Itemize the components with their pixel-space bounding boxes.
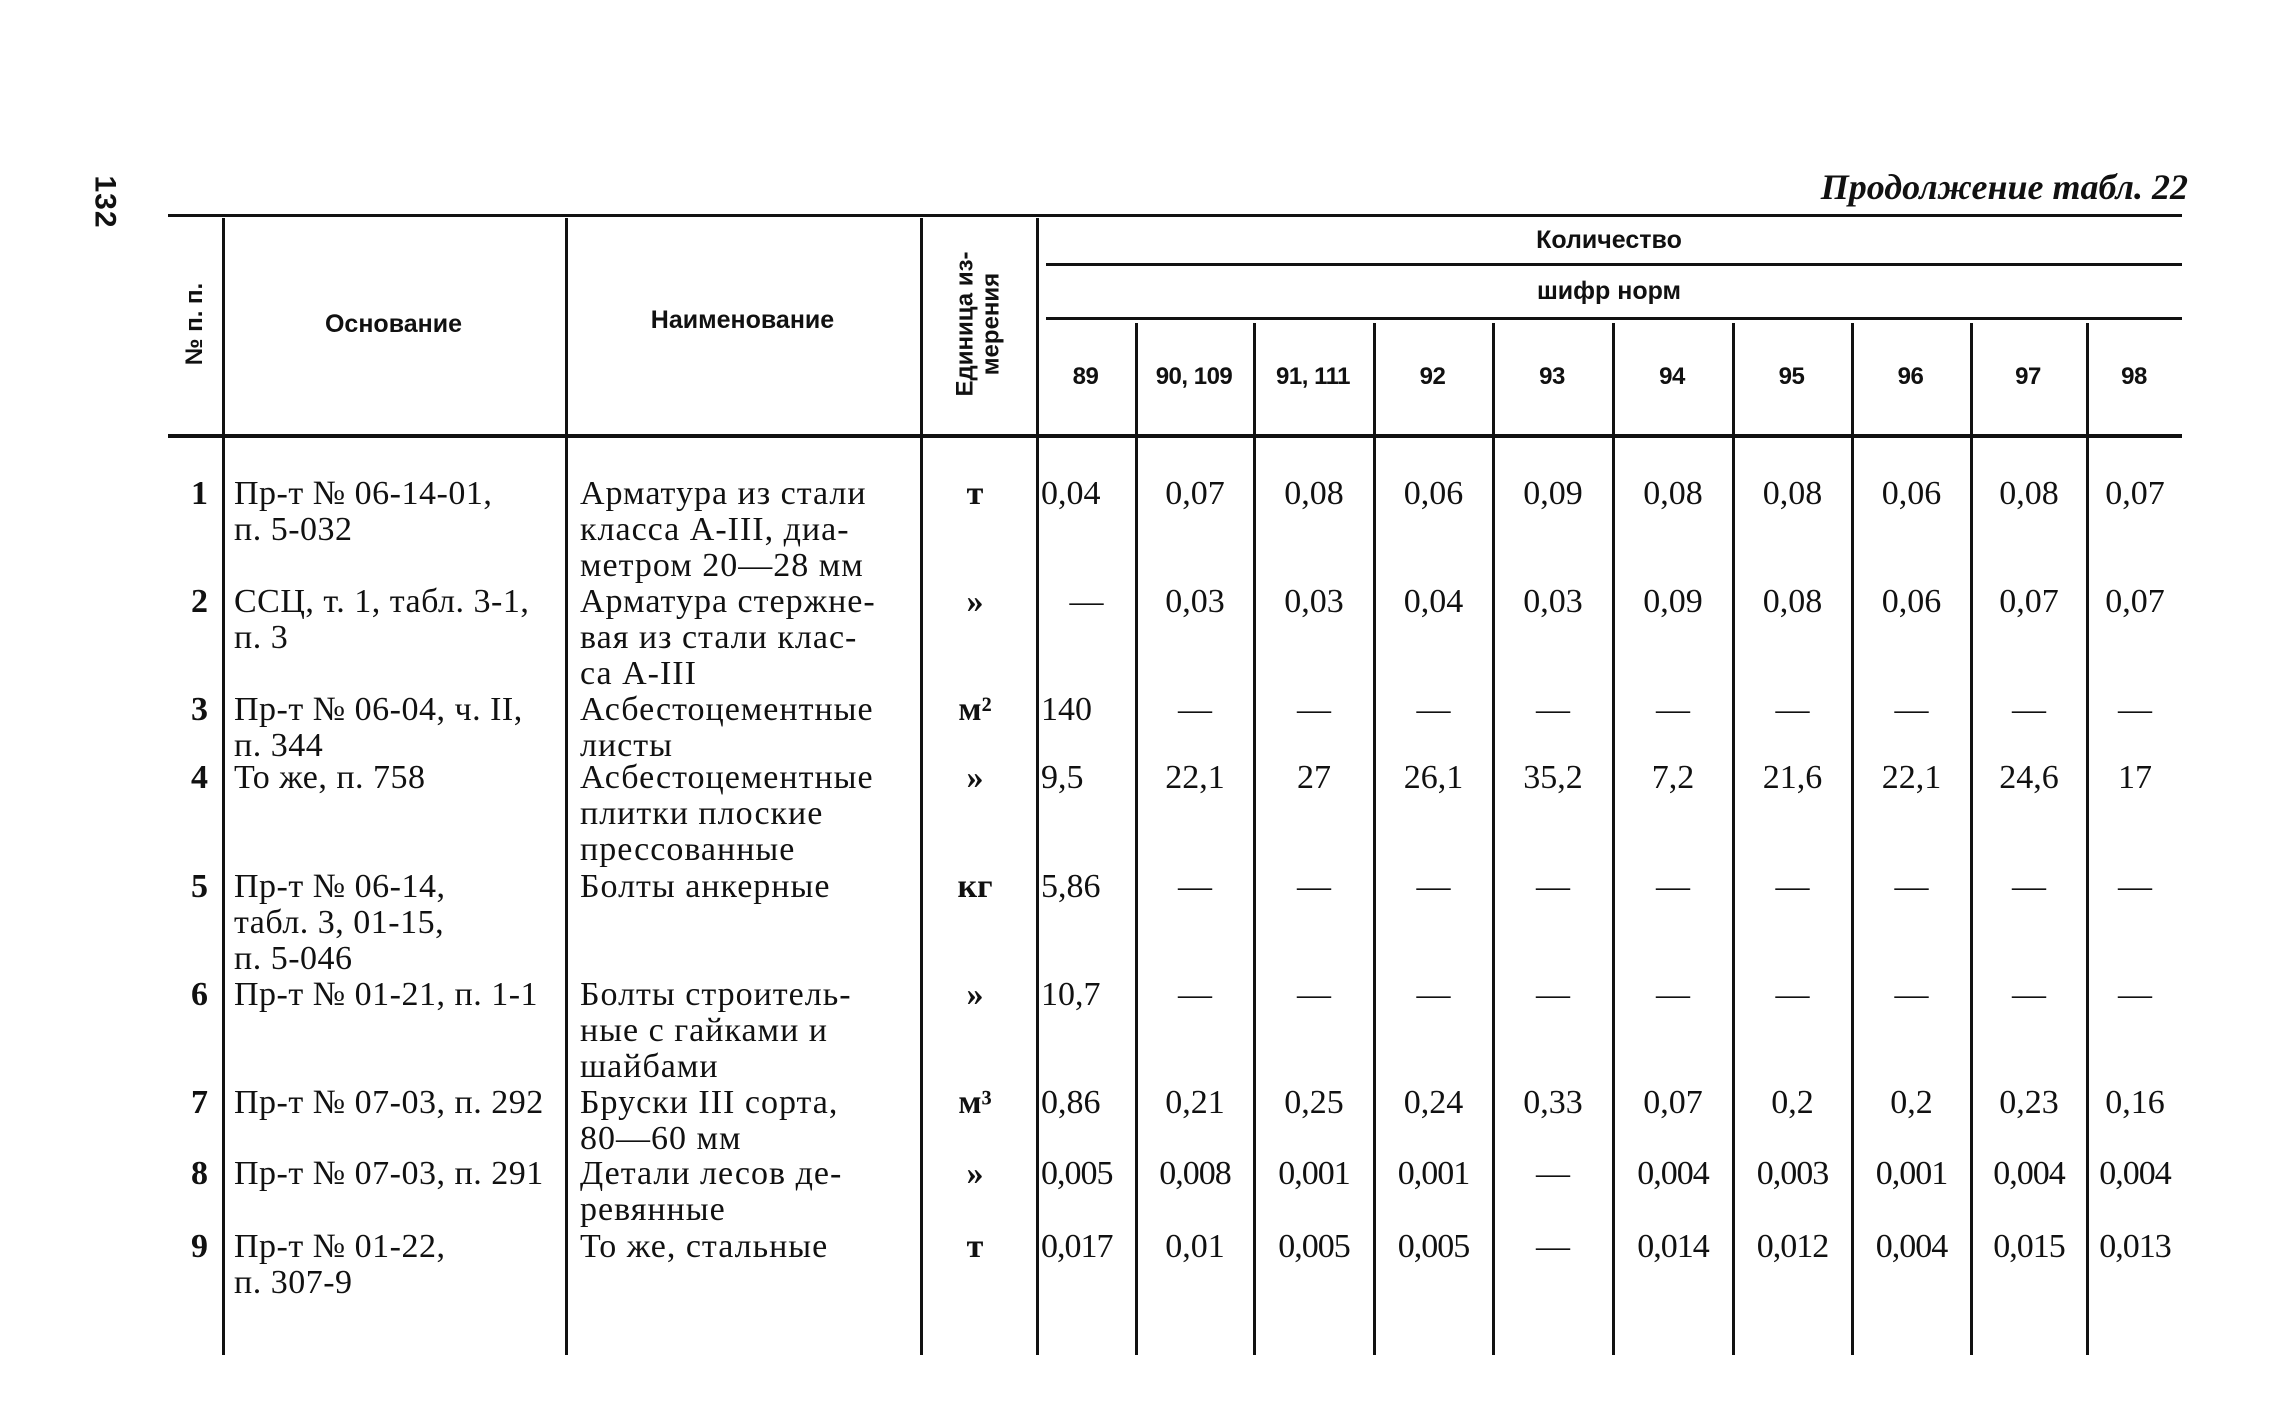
row-value-9: — (2012, 868, 2046, 905)
row-value-9: 0,08 (1999, 475, 2059, 512)
norm-column-divider (1373, 323, 1376, 1355)
row-value-8: 0,004 (1875, 1228, 1948, 1265)
header-norm-7: 95 (1778, 363, 1805, 390)
row-value-2: 0,008 (1159, 1155, 1231, 1192)
row-number: 9 (191, 1228, 208, 1265)
header-norm-10: 98 (2121, 363, 2147, 390)
row-value-2: 22,1 (1165, 759, 1225, 796)
row-name: 80—60 мм (580, 1120, 742, 1157)
row-name: ревянные (580, 1191, 726, 1228)
row-value-5: 0,33 (1523, 1084, 1583, 1121)
row-value-10: — (2118, 976, 2152, 1013)
row-value-4: — (1416, 691, 1451, 728)
row-name: плитки плоские (580, 795, 824, 832)
row-basis: ССЦ, т. 1, табл. 3-1, (234, 583, 530, 620)
row-value-7: 0,012 (1756, 1228, 1829, 1265)
header-row-number-text: № п. п. (181, 282, 209, 366)
row-basis: п. 5-046 (234, 940, 353, 977)
row-value-1: 5,86 (1041, 868, 1101, 905)
row-value-4: 0,06 (1403, 475, 1464, 512)
row-unit: » (966, 976, 984, 1013)
row-number: 8 (191, 1155, 208, 1192)
row-value-3: 0,08 (1284, 475, 1344, 512)
header-unit (920, 214, 1036, 434)
row-value-6: 7,2 (1651, 759, 1695, 796)
row-value-7: 0,2 (1771, 1084, 1814, 1121)
row-value-3: — (1297, 976, 1331, 1013)
row-value-7: 0,003 (1756, 1155, 1829, 1192)
page-number: 132 (89, 175, 122, 229)
row-value-2: 0,07 (1165, 475, 1225, 512)
header-norm-4: 92 (1419, 363, 1446, 390)
row-value-5: — (1536, 691, 1570, 728)
row-value-3: 0,25 (1284, 1084, 1344, 1121)
row-value-9: — (2012, 691, 2046, 728)
row-name: класса А-III, диа- (580, 511, 850, 548)
row-name: вая из стали клас- (580, 619, 858, 656)
row-name: Арматура из стали (580, 475, 867, 512)
header-unit-line1: Единица из- (951, 251, 979, 397)
row-name: Арматура стержне- (580, 583, 876, 620)
row-value-4: 0,04 (1403, 583, 1464, 620)
row-value-10: 0,013 (2099, 1228, 2171, 1265)
row-value-4: 26,1 (1403, 759, 1464, 796)
row-value-4: 0,24 (1403, 1084, 1464, 1121)
row-name: метром 20—28 мм (580, 547, 864, 584)
row-value-8: — (1894, 868, 1929, 905)
row-value-9: 0,23 (1999, 1084, 2059, 1121)
row-name: Асбестоцементные (580, 691, 874, 728)
row-basis: Пр-т № 01-21, п. 1-1 (234, 976, 539, 1013)
row-unit: » (966, 759, 984, 796)
row-basis: Пр-т № 06-04, ч. II, (234, 691, 523, 728)
norm-column-divider (1135, 323, 1138, 1355)
row-basis: Пр-т № 07-03, п. 291 (234, 1155, 544, 1192)
row-value-8: 0,06 (1881, 583, 1942, 620)
row-number: 2 (191, 583, 208, 620)
row-value-8: 22,1 (1881, 759, 1942, 796)
row-value-8: — (1894, 691, 1929, 728)
header-unit-text (952, 252, 1004, 397)
row-value-2: 0,01 (1165, 1228, 1225, 1265)
row-name: шайбами (580, 1048, 719, 1085)
row-value-2: 0,21 (1165, 1084, 1225, 1121)
norm-column-divider (1970, 323, 1973, 1355)
row-unit: т (966, 475, 984, 512)
row-value-8: — (1894, 976, 1929, 1013)
row-value-9: 0,004 (1993, 1155, 2065, 1192)
header-quantity: Количество (1536, 226, 1682, 254)
header-unit-line2: мерения (977, 272, 1005, 376)
row-name: листы (580, 727, 673, 764)
row-value-7: — (1775, 691, 1810, 728)
row-value-3: 27 (1297, 759, 1331, 796)
row-number: 5 (191, 868, 208, 905)
row-value-1: 0,017 (1041, 1228, 1113, 1265)
row-value-10: 0,07 (2105, 583, 2165, 620)
row-value-1: 0,86 (1041, 1084, 1101, 1121)
norm-column-divider (1851, 323, 1854, 1355)
row-value-10: — (2118, 868, 2152, 905)
row-value-9: 0,015 (1993, 1228, 2065, 1265)
row-basis: Пр-т № 06-14-01, (234, 475, 493, 512)
row-number: 1 (191, 475, 208, 512)
row-value-1: — (1069, 583, 1104, 620)
row-basis: п. 307-9 (234, 1264, 353, 1301)
row-value-7: — (1775, 976, 1810, 1013)
header-row-number (168, 214, 222, 434)
row-basis: п. 5-032 (234, 511, 353, 548)
row-unit: т (966, 1228, 984, 1265)
row-value-3: — (1297, 868, 1331, 905)
row-name: Асбестоцементные (580, 759, 874, 796)
row-value-8: 0,06 (1881, 475, 1942, 512)
row-number: 7 (191, 1084, 208, 1121)
row-unit: кг (957, 868, 993, 905)
row-value-5: — (1536, 976, 1570, 1013)
header-norm-3: 91, 111 (1276, 363, 1350, 390)
row-value-4: 0,001 (1397, 1155, 1470, 1192)
row-value-3: — (1297, 691, 1331, 728)
header-basis: Основание (324, 309, 463, 338)
row-value-3: 0,001 (1278, 1155, 1350, 1192)
header-norm-5: 93 (1539, 363, 1565, 390)
row-name: прессованные (580, 831, 796, 868)
header-norm-code: шифр норм (1536, 277, 1682, 305)
row-basis: Пр-т № 01-22, (234, 1228, 446, 1265)
row-unit: » (966, 1155, 984, 1192)
row-value-4: 0,005 (1397, 1228, 1470, 1265)
row-value-7: 0,08 (1762, 583, 1823, 620)
row-value-10: 0,004 (2099, 1155, 2171, 1192)
row-basis: То же, п. 758 (234, 759, 426, 796)
row-value-2: — (1178, 691, 1212, 728)
header-norm-8: 96 (1897, 363, 1924, 390)
row-value-1: 9,5 (1041, 759, 1084, 796)
row-value-1: 140 (1041, 691, 1092, 728)
row-number: 6 (191, 976, 208, 1013)
row-value-8: 0,001 (1875, 1155, 1948, 1192)
row-value-5: — (1536, 868, 1570, 905)
row-basis: Пр-т № 07-03, п. 292 (234, 1084, 544, 1121)
row-value-6: — (1656, 976, 1690, 1013)
row-value-5: 35,2 (1523, 759, 1583, 796)
row-value-10: 0,16 (2105, 1084, 2165, 1121)
row-value-1: 10,7 (1041, 976, 1101, 1013)
row-value-9: 0,07 (1999, 583, 2059, 620)
row-value-6: 0,014 (1637, 1228, 1709, 1265)
row-name: ные с гайками и (580, 1012, 828, 1049)
row-unit: » (966, 583, 984, 620)
header-norm-9: 97 (2015, 363, 2041, 390)
row-value-1: 0,005 (1041, 1155, 1113, 1192)
row-name: Бруски III сорта, (580, 1084, 839, 1121)
row-number: 3 (191, 691, 208, 728)
row-basis: табл. 3, 01-15, (234, 904, 445, 941)
row-value-2: 0,03 (1165, 583, 1225, 620)
row-value-7: — (1775, 868, 1810, 905)
row-value-1: 0,04 (1041, 475, 1101, 512)
header-name: Наименование (650, 305, 835, 334)
row-value-6: — (1656, 691, 1690, 728)
row-value-9: 24,6 (1999, 759, 2059, 796)
norm-column-divider (1612, 323, 1615, 1355)
row-name: Болты строитель- (580, 976, 852, 1013)
row-value-3: 0,005 (1278, 1228, 1350, 1265)
norm-column-divider (1492, 323, 1495, 1355)
row-value-6: 0,08 (1643, 475, 1703, 512)
row-value-2: — (1178, 976, 1212, 1013)
row-value-7: 21,6 (1762, 759, 1823, 796)
row-value-8: 0,2 (1890, 1084, 1933, 1121)
row-value-5: 0,03 (1523, 583, 1583, 620)
header-norm-6: 94 (1659, 363, 1685, 390)
row-basis: п. 3 (234, 619, 289, 656)
row-value-5: 0,09 (1523, 475, 1583, 512)
row-name: са А-III (580, 655, 697, 692)
row-value-5: — (1536, 1155, 1570, 1192)
row-name: Болты анкерные (580, 868, 831, 905)
row-value-6: 0,07 (1643, 1084, 1703, 1121)
row-basis: Пр-т № 06-14, (234, 868, 446, 905)
row-value-4: — (1416, 868, 1451, 905)
header-norm-2: 90, 109 (1155, 363, 1233, 390)
row-value-6: 0,09 (1643, 583, 1703, 620)
row-unit: м² (958, 691, 992, 728)
norm-column-divider (1253, 323, 1256, 1355)
table-caption: Продолжение табл. 22 (1820, 167, 2188, 207)
row-value-6: — (1656, 868, 1690, 905)
row-value-6: 0,004 (1637, 1155, 1709, 1192)
row-value-7: 0,08 (1762, 475, 1823, 512)
row-number: 4 (191, 759, 208, 796)
row-basis: п. 344 (234, 727, 324, 764)
row-value-9: — (2012, 976, 2046, 1013)
norm-column-divider (1732, 323, 1735, 1355)
row-name: То же, стальные (580, 1228, 829, 1265)
header-norm-1: 89 (1072, 363, 1099, 390)
row-value-3: 0,03 (1284, 583, 1344, 620)
row-value-10: 17 (2118, 759, 2152, 796)
row-name: Детали лесов де- (580, 1155, 843, 1192)
row-value-2: — (1178, 868, 1212, 905)
row-value-10: — (2118, 691, 2152, 728)
row-value-4: — (1416, 976, 1451, 1013)
header-bottom-rule (168, 434, 2182, 438)
norm-column-divider (2086, 323, 2089, 1355)
row-unit: м³ (958, 1084, 992, 1121)
row-value-5: — (1536, 1228, 1570, 1265)
row-value-10: 0,07 (2105, 475, 2165, 512)
